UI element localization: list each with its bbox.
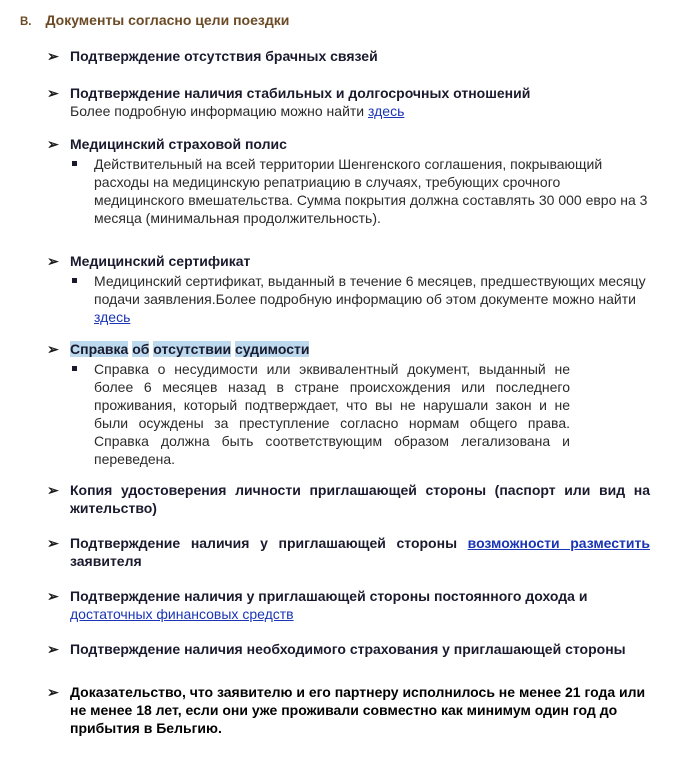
list-item	[45, 683, 650, 737]
list-item	[45, 135, 650, 227]
arrow-bullet-icon: ➢	[47, 535, 59, 551]
item-title: Копия удостоверения личности приглашающей стороны (паспорт или вид на жительство)	[70, 482, 650, 516]
details-link[interactable]: здесь	[368, 103, 405, 119]
sub-item-text: Действительный на всей территории Шенгенского соглашения, покрывающий расходы на медицинскую репатриацию в случаях, требующих срочного медицинского вмешательства. Сумма покрытия должна составлять 30 000 евро на 3 месяца (минимальная продолжительность).	[94, 156, 648, 226]
item-title: Подтверждение наличия необходимого страхования у приглашающей стороны	[70, 641, 626, 657]
square-bullet-icon	[72, 366, 77, 371]
item-text-content: Более подробную информацию можно найти	[70, 103, 369, 119]
item-title-text: Подтверждение наличия у приглашающей стороны	[70, 535, 468, 551]
arrow-bullet-icon: ➢	[47, 588, 59, 604]
arrow-bullet-icon: ➢	[47, 341, 59, 357]
arrow-bullet-icon: ➢	[47, 684, 59, 700]
title-word: об	[132, 341, 150, 357]
arrow-bullet-icon: ➢	[47, 482, 59, 498]
list-item	[45, 587, 650, 623]
sub-item	[70, 155, 650, 227]
section-heading	[20, 12, 289, 28]
square-bullet-icon	[72, 161, 77, 166]
item-title-text: Подтверждение наличия у приглашающей стороны постоянного дохода и	[70, 588, 588, 604]
arrow-bullet-icon: ➢	[47, 253, 59, 269]
list-item	[45, 84, 650, 120]
arrow-bullet-icon: ➢	[47, 641, 59, 657]
square-bullet-icon	[72, 278, 77, 283]
accommodation-link[interactable]: возможности разместить	[467, 535, 650, 551]
sub-item-text: Справка о несудимости или эквивалентный документ, выданный не более 6 месяцев назад в стране происхождения или последнего проживания, который подтверждает, что вы не нарушали закон и не были осуждены за преступление согласно нормам общего права. Справка должна быть соответствующим образом легализована и переведена.	[94, 361, 570, 467]
list-item	[45, 340, 650, 468]
item-title: Доказательство, что заявителю и его партнеру исполнилось не менее 21 года или не менее 18 лет, если они уже проживали совместно как минимум один год до прибытия в Бельгию.	[70, 684, 646, 736]
title-word: судимости	[234, 341, 310, 357]
section-letter: B.	[20, 16, 32, 28]
item-text	[70, 102, 650, 120]
sub-item	[70, 272, 650, 326]
item-title	[70, 534, 650, 570]
item-title: Подтверждение наличия стабильных и долгосрочных отношений	[70, 85, 531, 101]
arrow-bullet-icon: ➢	[47, 85, 59, 101]
arrow-bullet-icon: ➢	[47, 136, 59, 152]
list-item	[45, 534, 650, 570]
list-item	[45, 481, 650, 517]
sub-item-content: Медицинский сертификат, выданный в течение 6 месяцев, предшествующих месяцу подачи заявления.Более подробную информацию об этом документе можно найти	[94, 273, 646, 307]
list-item	[45, 252, 650, 326]
arrow-bullet-icon: ➢	[47, 48, 59, 64]
item-title-text: заявителя	[70, 553, 142, 569]
item-title: Медицинский сертификат	[70, 253, 251, 269]
certificate-details-link[interactable]: здесь	[94, 309, 131, 325]
list-item	[45, 47, 650, 65]
section-title: Документы согласно цели поездки	[45, 12, 290, 28]
sub-item	[70, 360, 570, 468]
financial-means-link[interactable]: достаточных финансовых средств	[70, 606, 294, 622]
item-title	[70, 340, 650, 358]
title-word: отсутствии	[153, 341, 232, 357]
item-title: Медицинский страховой полис	[70, 136, 287, 152]
item-title	[70, 587, 650, 623]
list-item	[45, 640, 650, 658]
item-title: Подтверждение отсутствия брачных связей	[70, 48, 378, 64]
sub-item-text	[94, 272, 650, 326]
title-word: Справка	[70, 341, 129, 357]
